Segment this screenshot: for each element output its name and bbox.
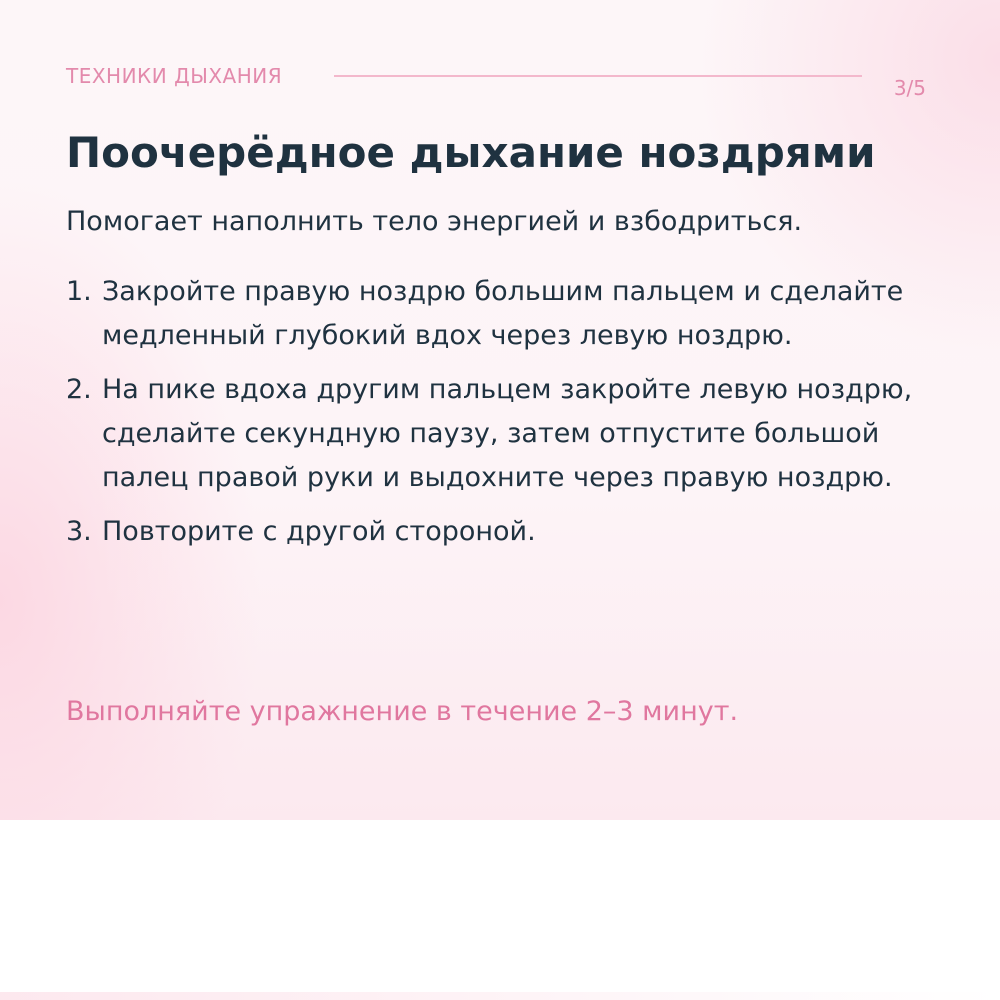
page-counter: 3/5 bbox=[893, 76, 926, 100]
header-divider bbox=[334, 75, 862, 77]
step-item bbox=[66, 270, 946, 358]
slide-header bbox=[66, 62, 926, 102]
page-subtitle: Помогает наполнить тело энергией и взбодриться. bbox=[66, 206, 803, 237]
duration-note: Выполняйте упражнение в течение 2–3 минут. bbox=[66, 696, 739, 727]
step-number: 2. bbox=[66, 374, 92, 405]
step-text: Закройте правую ноздрю большим пальцем и сделайте медленный глубокий вдох через левую ноздрю. bbox=[102, 276, 904, 351]
section-label: ТЕХНИКИ ДЫХАНИЯ bbox=[66, 64, 283, 88]
step-item bbox=[66, 368, 946, 500]
steps-list bbox=[66, 270, 946, 564]
page-title: Поочерёдное дыхание ноздрями bbox=[66, 128, 876, 177]
step-number: 3. bbox=[66, 516, 92, 547]
step-text: На пике вдоха другим пальцем закройте левую ноздрю, сделайте секундную паузу, затем отпустите большой палец правой руки и выдохните через правую ноздрю. bbox=[102, 374, 913, 493]
step-item bbox=[66, 510, 946, 554]
step-number: 1. bbox=[66, 276, 92, 307]
bottom-strip bbox=[0, 992, 1000, 1000]
step-text: Повторите с другой стороной. bbox=[102, 516, 536, 547]
